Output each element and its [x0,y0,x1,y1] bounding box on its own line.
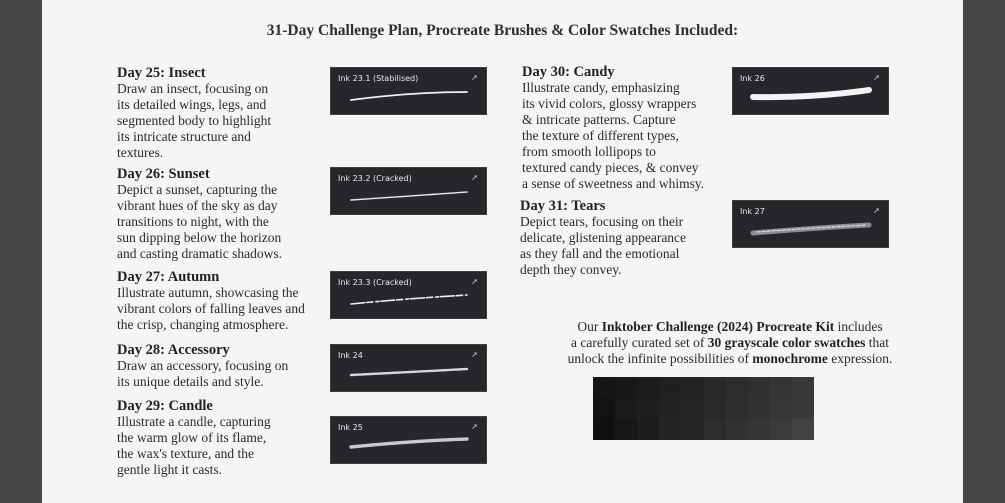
day-line: a sense of sweetness and whimsy. [522,176,705,191]
color-swatch [615,419,637,440]
day-29-entry [117,398,271,478]
page [42,0,963,503]
kit-line-1 [520,319,940,335]
color-swatch [726,419,748,440]
day-31-entry [520,198,686,278]
kit-name: Inktober Challenge (2024) Procreate Kit [601,319,835,334]
color-swatch [748,419,770,440]
brush-stroke [331,168,488,216]
day-line: Illustrate a candle, capturing [117,414,271,429]
kit-swatch-count: 30 grayscale color swatches [707,335,866,350]
color-swatch [659,419,681,440]
color-swatch [681,419,703,440]
kit-text: unlock the infinite possibilities of [567,351,753,366]
day-line: its unique details and style. [117,374,264,389]
brush-label: Ink 23.1 (Stabilised) [338,74,419,83]
day-line: delicate, glistening appearance [520,230,687,245]
kit-text: Our [577,319,602,334]
color-swatch [681,398,703,419]
day-heading: Day 31: Tears [520,198,606,214]
color-swatch [659,398,681,419]
color-swatch [593,377,615,398]
brush-preview-ink-27 [732,200,889,248]
day-line: vibrant hues of the sky as day [117,198,278,213]
day-line: vibrant colors of falling leaves and [117,301,305,316]
color-swatch [792,398,814,419]
color-swatch [748,377,770,398]
color-swatch [704,419,726,440]
day-line: Depict tears, focusing on their [520,214,684,229]
brush-preview-ink-25 [330,416,487,464]
day-line: the texture of different types, [522,128,679,143]
brush-label: Ink 26 [740,74,765,83]
kit-text: that [865,335,890,350]
brush-stroke [331,345,488,393]
brush-label: Ink 23.2 (Cracked) [338,174,412,183]
color-swatch [726,377,748,398]
kit-line-2 [520,335,940,351]
brush-edit-icon: ➚ [471,422,478,431]
day-line: sun dipping below the horizon [117,230,282,245]
day-heading: Day 25: Insect [117,65,206,81]
day-line: Draw an accessory, focusing on [117,358,289,373]
brush-edit-icon: ➚ [873,206,880,215]
color-swatch [748,398,770,419]
day-line: depth they convey. [520,262,622,277]
color-swatch [593,419,615,440]
brush-label: Ink 24 [338,351,363,360]
brush-label: Ink 25 [338,423,363,432]
day-heading: Day 27: Autumn [117,269,220,285]
color-swatch [637,398,659,419]
day-line: Illustrate autumn, showcasing the [117,285,299,300]
day-line: and casting dramatic shadows. [117,246,282,261]
day-line: transitions to night, with the [117,214,269,229]
brush-edit-icon: ➚ [873,73,880,82]
color-swatch [770,377,792,398]
brush-label: Ink 27 [740,207,765,216]
day-line: its detailed wings, legs, and [117,97,267,112]
brush-edit-icon: ➚ [471,350,478,359]
kit-text: expression. [827,351,893,366]
brush-stroke [331,68,488,116]
brush-stroke [733,68,890,116]
color-swatch [637,377,659,398]
color-swatch [770,398,792,419]
color-swatch [704,377,726,398]
color-swatch-grid [593,377,814,440]
color-swatch [770,419,792,440]
day-heading: Day 30: Candy [522,64,615,80]
brush-label: Ink 23.3 (Cracked) [338,278,412,287]
day-line: from smooth lollipops to [522,144,656,159]
brush-stroke [733,201,890,249]
day-26-entry [117,166,282,262]
day-25-entry [117,65,271,161]
day-line: textures. [117,145,164,160]
brush-preview-ink-23-3 [330,271,487,319]
kit-text: includes [834,319,883,334]
day-line: Illustrate candy, emphasizing [522,80,680,95]
day-line: as they fall and the emotional [520,246,680,261]
kit-emphasis: monochrome [752,351,828,366]
kit-line-3 [520,351,940,367]
day-line: its intricate structure and [117,129,251,144]
day-line: Depict a sunset, capturing the [117,182,278,197]
brush-preview-ink-23-1 [330,67,487,115]
color-swatch [792,377,814,398]
brush-preview-ink-23-2 [330,167,487,215]
brush-preview-ink-26 [732,67,889,115]
brush-stroke [331,417,488,465]
day-line: Draw an insect, focusing on [117,81,269,96]
brush-edit-icon: ➚ [471,173,478,182]
brush-edit-icon: ➚ [471,73,478,82]
day-line: the wax's texture, and the [117,446,255,461]
day-heading: Day 28: Accessory [117,342,230,358]
color-swatch [792,419,814,440]
color-swatch [659,377,681,398]
color-swatch [615,398,637,419]
color-swatch [704,398,726,419]
day-heading: Day 26: Sunset [117,166,210,182]
day-heading: Day 29: Candle [117,398,213,414]
color-swatch [637,419,659,440]
day-line: gentle light it casts. [117,462,222,477]
day-28-entry [117,342,288,390]
day-30-entry [522,64,704,192]
day-line: & intricate patterns. Capture [522,112,676,127]
brush-preview-ink-24 [330,344,487,392]
day-line: its vivid colors, glossy wrappers [522,96,697,111]
color-swatch [726,398,748,419]
day-line: the crisp, changing atmosphere. [117,317,289,332]
brush-stroke [331,272,488,320]
brush-edit-icon: ➚ [471,277,478,286]
color-swatch [681,377,703,398]
day-27-entry [117,269,305,333]
day-line: segmented body to highlight [117,113,272,128]
page-title: 31-Day Challenge Plan, Procreate Brushes & Color Swatches Included: [266,22,739,39]
day-line: the warm glow of its flame, [117,430,267,445]
color-swatch [615,377,637,398]
color-swatch [593,398,615,419]
day-line: textured candy pieces, & convey [522,160,699,175]
kit-text: a carefully curated set of [570,335,708,350]
kit-description [520,319,940,367]
